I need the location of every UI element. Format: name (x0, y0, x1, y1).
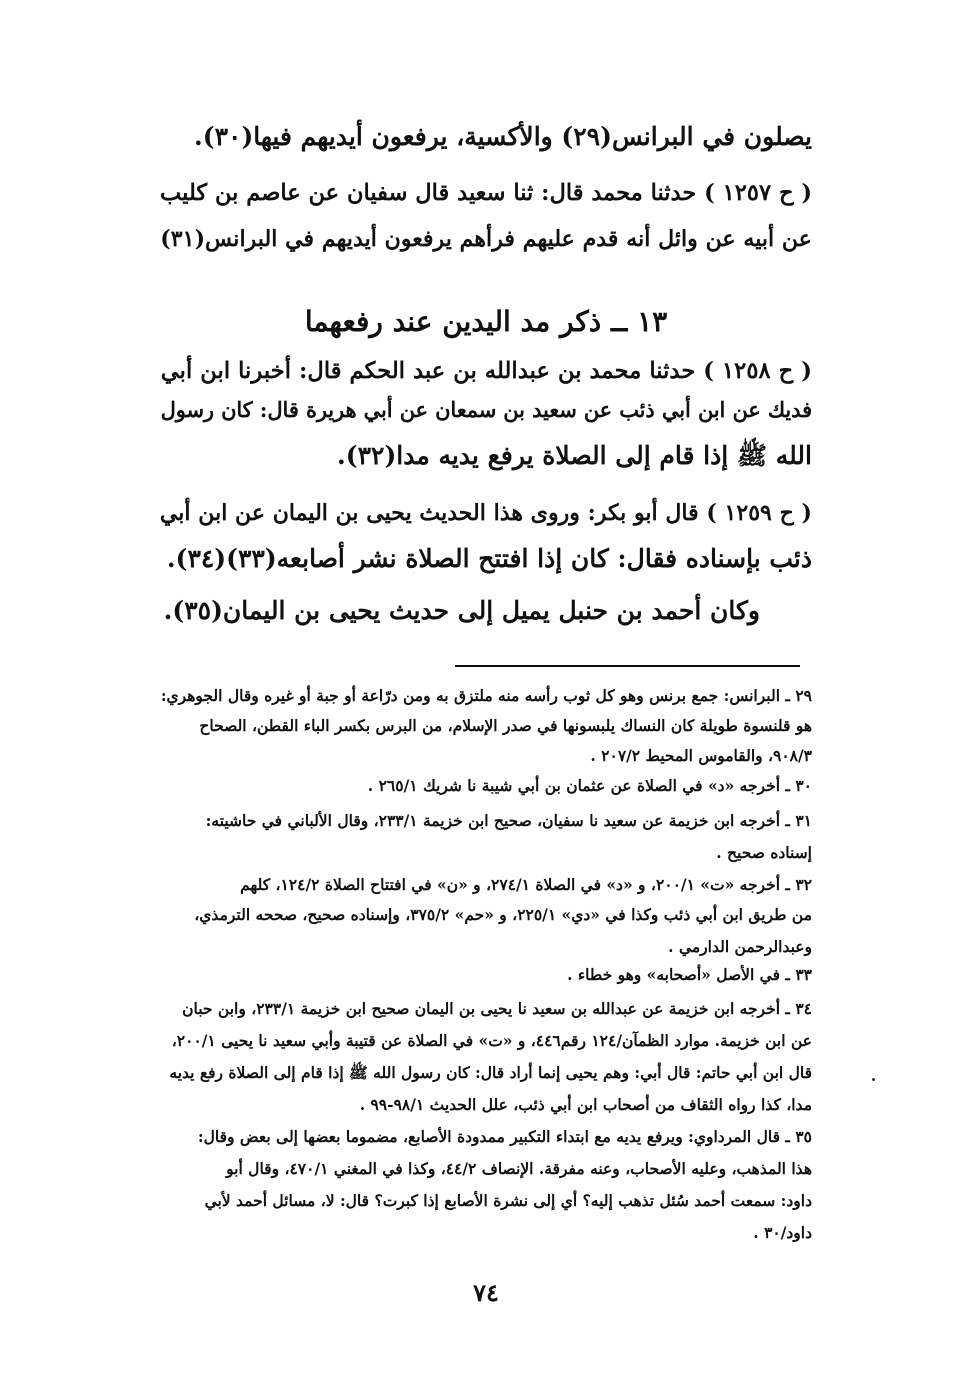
footnote-line: ٣٣ ـ في الأصل «أصحابه» وهو خطاء . (567, 965, 812, 984)
footnote-divider (455, 665, 800, 667)
text-line: ( ح ١٢٥٧ ) حدثنا محمد قال: ثنا سعيد قال سفيان عن عاصم بن كليب (160, 180, 812, 206)
footnote-line: قال ابن أبي حاتم: قال أبي: وهم يحيى إنما أراد قال: كان رسول الله ﷺ إذا قام إلى الصلاة رفع يديه (169, 1063, 812, 1082)
footnote-line: من طريق ابن أبي ذئب وكذا في «دي» ٢٢٥/١، و «حم» ٣٧٥/٢، وإسناده صحيح، صححه الترمذي، (194, 905, 812, 924)
footnote-line: وعبدالرحمن الدارمي . (668, 937, 812, 956)
footnote-line: ٣٢ ـ أخرجه «ت» ٢٠٠/١، و «د» في الصلاة ٢٧٤/١، و «ن» في افتتاح الصلاة ١٢٤/٢، كلهم (240, 875, 812, 894)
text-line: وكان أحمد بن حنبل يميل إلى حديث يحيى بن اليمان(٣٥). (163, 596, 760, 625)
footnote-line: ٢٩ ـ البرانس: جمع برنس وهو كل ثوب رأسه منه ملتزق به ومن درّاعة أو جبة أو غيره وقال الجوهري: (160, 686, 812, 705)
footnote-line: ٣٤ ـ أخرجه ابن خزيمة عن عبدالله بن سعيد نا يحيى بن اليمان صحيح ابن خزيمة ٢٣٣/١، وابن حبان (182, 999, 812, 1018)
page-number: ٧٤ (473, 1278, 499, 1307)
text-line: ( ح ١٢٥٩ ) قال أبو بكر: وروى هذا الحديث يحيى بن اليمان عن ابن أبي (159, 500, 812, 526)
footnote-line: إسناده صحيح . (716, 843, 812, 862)
text-line: يصلون في البرانس(٢٩) والأكسية، يرفعون أيديهم فيها(٣٠). (194, 122, 812, 151)
scan-speck (872, 1078, 875, 1081)
footnote-line: عن ابن خزيمة. موارد الظمآن/١٢٤ رقم٤٤٦، و «ت» في الصلاة عن قتيبة وأبي سعيد نا يحيى ٢٠٠/١، (171, 1031, 812, 1050)
text-line: ( ح ١٢٥٨ ) حدثنا محمد بن عبدالله بن عبد الحكم قال: أخبرنا ابن أبي (160, 358, 812, 384)
text-line: الله ﷺ إذا قام إلى الصلاة يرفع يديه مدا(٣٢). (337, 441, 812, 470)
text-line: ذئب بإسناده فقال: كان إذا افتتح الصلاة نشر أصابعه(٣٣)(٣٤). (166, 544, 812, 573)
footnote-line: هو قلنسوة طويلة كان النساك يلبسونها في صدر الإسلام، من البرس بكسر الباء القطن، الصحاح (199, 716, 812, 735)
footnote-line: ٣١ ـ أخرجه ابن خزيمة عن سعيد نا سفيان، صحيح ابن خزيمة ٢٣٣/١، وقال الألباني في حاشيته: (205, 811, 812, 830)
footnote-line: ٩٠٨/٣، والقاموس المحيط ٢٠٧/٢ . (590, 746, 812, 765)
text-line: عن أبيه عن وائل أنه قدم عليهم فرأهم يرفعون أيديهم في البرانس(٣١) (160, 226, 812, 252)
footnote-line: داود: سمعت أحمد سُئل تذهب إليه؟ أي إلى نشرة الأصابع إذا كبرت؟ قال: لا، مسائل أحمد لأبي (204, 1191, 812, 1210)
footnote-line: داود/٣٠ . (753, 1223, 812, 1242)
text-line: فديك عن ابن أبي ذئب عن سعيد بن سمعان عن أبي هريرة قال: كان رسول (160, 398, 812, 422)
footnote-line: ٣٠ ـ أخرجه «د» في الصلاة عن عثمان بن أبي شيبة نا شريك ٢٦٥/١ . (367, 776, 812, 795)
footnote-line: هذا المذهب، وعليه الأصحاب، وعنه مفرقة. الإنصاف ٤٤/٢، وكذا في المغني ٤٧٠/١، وقال أبو (226, 1159, 812, 1178)
footnote-line: ٣٥ ـ قال المرداوي: ويرفع يديه مع ابتداء التكبير ممدودة الأصابع، مضموما بعضها إلى بعض وقال: (197, 1127, 812, 1146)
footnote-line: مدا، كذا رواه الثقاف من أصحاب ابن أبي ذئب، علل الحديث ٩٨/١-٩٩ . (359, 1095, 812, 1114)
section-heading: ١٣ ــ ذكر مد اليدين عند رفعهما (304, 305, 668, 338)
